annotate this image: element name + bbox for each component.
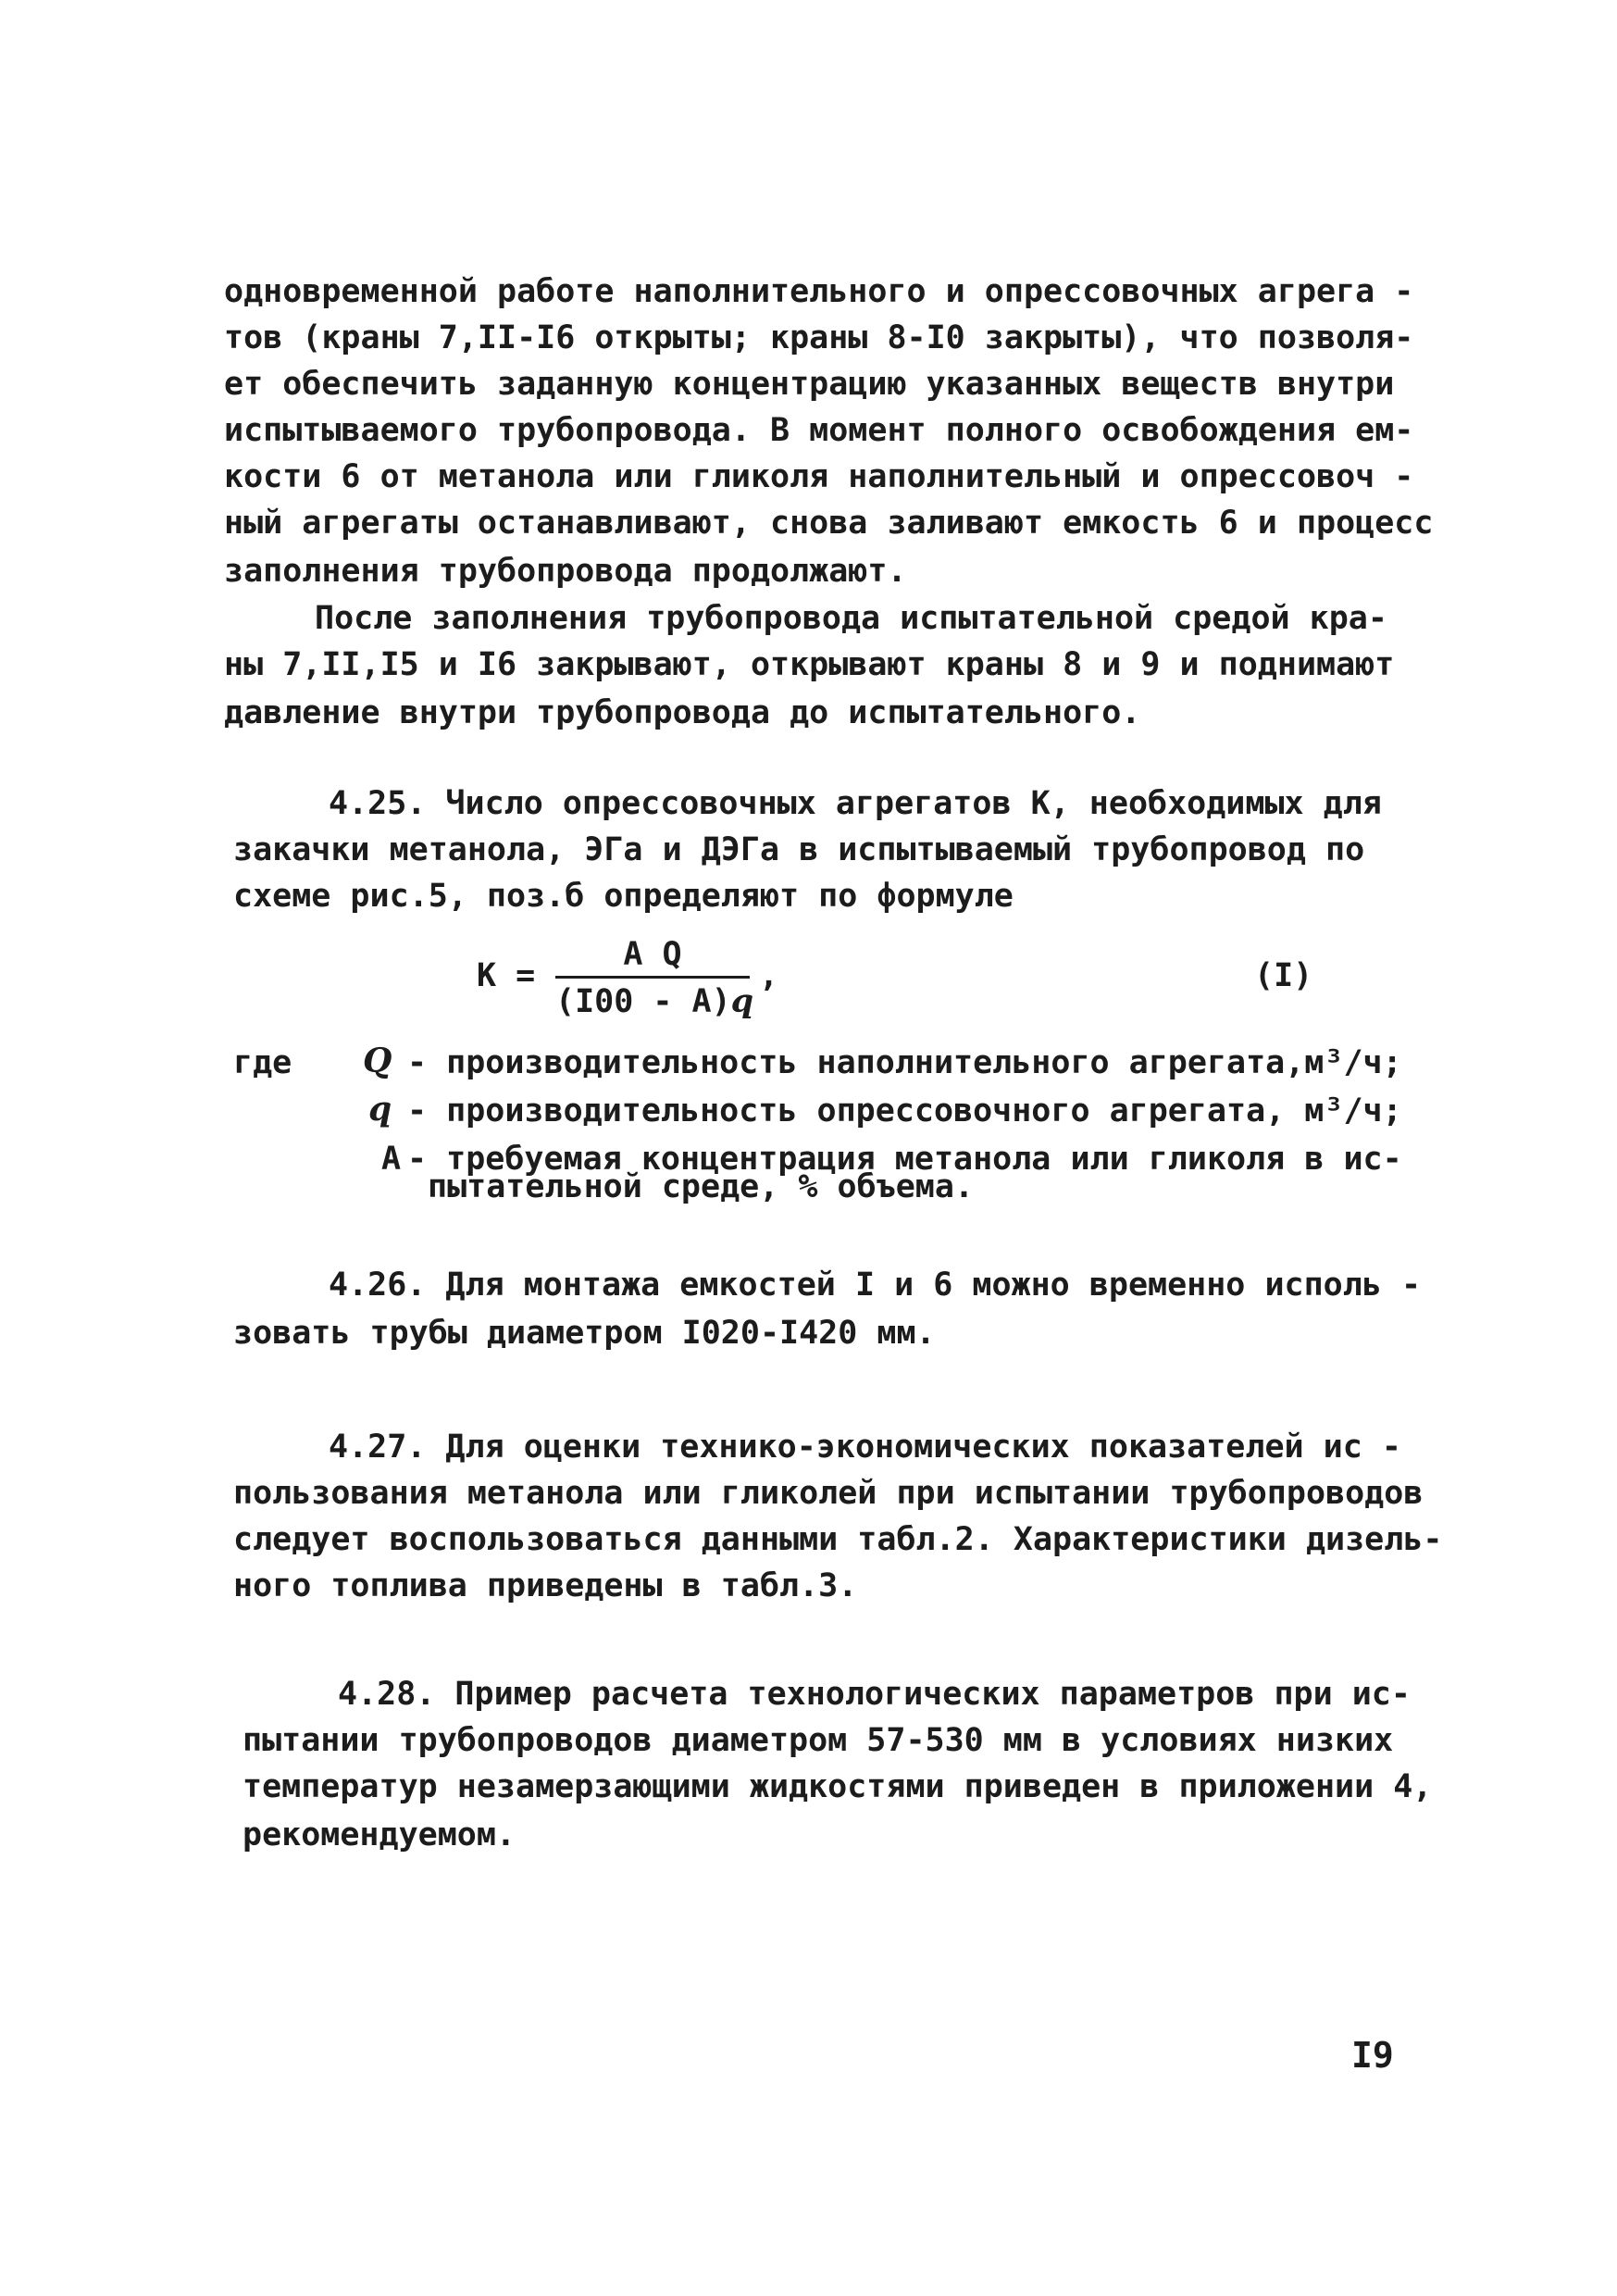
equation-number: (I) — [1254, 957, 1313, 994]
text-line: испытываемого трубопровода. В момент полного освобождения ем- — [224, 412, 1414, 449]
formula-denominator-var: q — [730, 982, 754, 1020]
text-line: закачки метанола, ЭГа и ДЭГа в испытываемый трубопровод по — [233, 831, 1365, 868]
page-number: I9 — [1351, 2035, 1394, 2076]
definition-text: - производительность опрессовочного агрегата, м³/ч; — [407, 1092, 1402, 1129]
section-4-25-heading-line: 4.25. Число опрессовочных агрегатов К, необходимых для — [329, 785, 1382, 822]
definition-symbol: q — [368, 1090, 392, 1129]
text-line: тов (краны 7,II-I6 открыты; краны 8-I0 закрыты), что позволя- — [224, 319, 1414, 356]
section-4-27-heading-line: 4.27. Для оценки технико-экономических показателей ис - — [329, 1429, 1401, 1466]
formula-numerator: A Q — [623, 936, 682, 973]
text-line: следует воспользоваться данными табл.2. Характеристики дизель- — [233, 1521, 1443, 1558]
definition-continuation: пытательной среде, % объема. — [428, 1168, 975, 1205]
formula-k — [477, 935, 1313, 1037]
text-line: зовать трубы диаметром I020-I420 мм. — [233, 1315, 936, 1352]
text-line: схеме рис.5, поз.б определяют по формуле — [233, 878, 1014, 915]
formula-denominator-main: (I00 - A) — [555, 983, 731, 1020]
text-line: рекомендуемом. — [243, 1816, 516, 1853]
where-label: где — [233, 1044, 292, 1081]
definition-text: - требуемая концентрация метанола или гликоля в ис- — [407, 1141, 1402, 1178]
text-line: ного топлива приведены в табл.3. — [233, 1567, 858, 1604]
text-line: температур незамерзающими жидкостями приведен в приложении 4, — [243, 1768, 1433, 1805]
text-line: заполнения трубопровода продолжают. — [224, 553, 907, 590]
section-4-28-heading-line: 4.28. Пример расчета технологических параметров при ис- — [338, 1676, 1411, 1713]
definition-symbol: Q — [363, 1042, 392, 1080]
text-line: пытании трубопроводов диаметром 57-530 мм в условиях низких — [243, 1722, 1394, 1759]
text-line: ны 7,II,I5 и I6 закрывают, открывают краны 8 и 9 и поднимают — [224, 646, 1395, 683]
section-4-26-heading-line: 4.26. Для монтажа емкостей I и 6 можно временно исполь - — [329, 1267, 1422, 1304]
text-line: одновременной работе наполнительного и опрессовочных агрега - — [224, 273, 1414, 310]
formula-fraction — [555, 935, 754, 1021]
fraction-bar — [555, 976, 750, 979]
text-line: ный агрегаты останавливают, снова заливают емкость 6 и процесс — [224, 505, 1434, 542]
text-line: кости 6 от метанола или гликоля наполнительный и опрессовоч - — [224, 458, 1414, 495]
text-line: пользования метанола или гликолей при испытании трубопроводов — [233, 1475, 1424, 1512]
formula-denominator — [555, 982, 754, 1021]
text-line: давление внутри трубопровода до испытательного. — [224, 694, 1141, 731]
definition-symbol: А — [381, 1141, 402, 1178]
text-line: ет обеспечить заданную концентрацию указанных веществ внутри — [224, 366, 1395, 403]
formula-lhs: К = — [477, 957, 536, 994]
text-line: После заполнения трубопровода испытательной средой кра- — [315, 600, 1387, 637]
definition-text: - производительность наполнительного агрегата,м³/ч; — [407, 1044, 1402, 1081]
formula-comma: , — [759, 957, 779, 994]
